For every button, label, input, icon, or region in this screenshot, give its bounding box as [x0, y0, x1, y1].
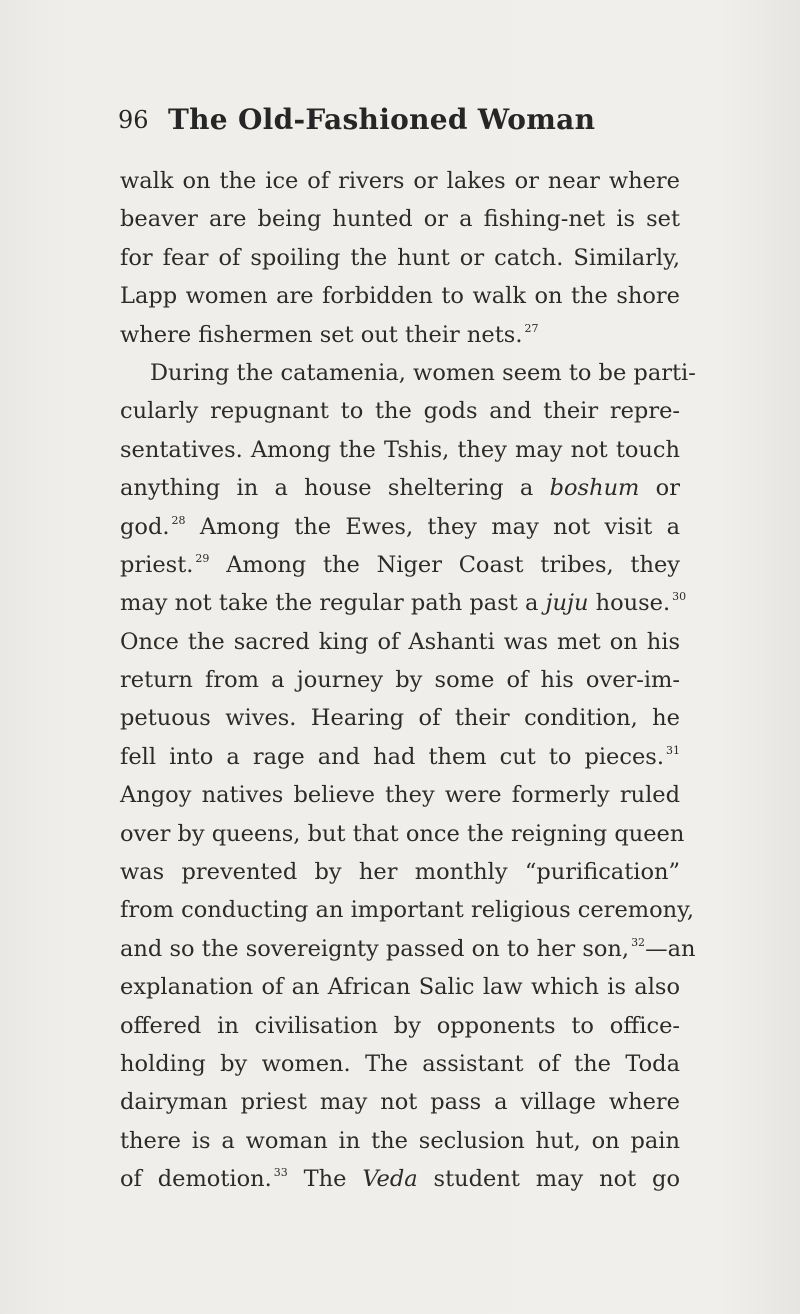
text-segment: Angoy natives believe they were formerly ruled: [120, 782, 680, 809]
text-line: [120, 891, 695, 929]
text-line: [120, 968, 680, 1006]
text-segment: Lapp women are forbidden to walk on the shore: [120, 283, 680, 310]
footnote-marker: 28: [171, 513, 186, 527]
text-line: [120, 661, 680, 699]
text-segment: The: [287, 1166, 363, 1193]
text-segment: walk on the ice of rivers or lakes or near where: [120, 168, 680, 194]
text-segment: may not take the regular path past a: [120, 590, 546, 617]
text-segment: holding by women. The assistant of the Toda: [120, 1050, 680, 1077]
text-line: [120, 930, 696, 968]
text-line: [120, 1122, 680, 1160]
text-line: [120, 316, 680, 354]
text-segment: sentatives. Among the Tshis, they may not touch: [120, 436, 680, 463]
text-segment: —an: [645, 935, 696, 962]
text-segment: anything in a house sheltering a: [120, 475, 550, 502]
text-segment: where fishermen set out their nets.: [120, 321, 523, 348]
page-header: [118, 103, 678, 143]
text-segment: and so the sovereignty passed on to her son,: [120, 935, 630, 962]
text-segment: petuous wives. Hearing of their condition, he: [120, 705, 680, 732]
footnote-marker: 33: [273, 1166, 288, 1180]
text-segment: fell into a rage and had them cut to pieces.: [120, 743, 664, 770]
text-segment: cularly repugnant to the gods and their repre-: [120, 398, 680, 425]
text-segment: Once the sacred king of Ashanti was met on his: [120, 628, 680, 655]
text-line: [120, 546, 680, 584]
footnote-marker: 32: [631, 935, 646, 949]
text-segment: Among the Ewes, they may not visit a: [185, 513, 680, 540]
text-segment: offered in civilisation by opponents to office-: [120, 1012, 680, 1039]
footnote-marker: 30: [672, 590, 687, 604]
text-line: [120, 392, 680, 430]
footnote-marker: 31: [666, 743, 680, 757]
text-segment: dairyman priest may not pass a village where: [120, 1089, 680, 1116]
text-line: [120, 699, 680, 737]
italic-term: boshum: [549, 475, 640, 502]
italic-term: juju: [545, 590, 589, 617]
text-line: [120, 738, 680, 776]
text-segment: god.: [120, 513, 170, 540]
text-segment: over by queens, but that once the reigning queen: [120, 820, 685, 847]
footnote-marker: 29: [195, 551, 210, 565]
text-line: [120, 776, 680, 814]
text-line: [120, 1160, 680, 1198]
text-line: [120, 508, 680, 546]
text-segment: of demotion.: [120, 1166, 272, 1193]
text-line: [120, 469, 680, 507]
text-line: [120, 277, 680, 315]
italic-term: Veda: [362, 1166, 418, 1193]
text-segment: student may not go: [417, 1166, 680, 1193]
text-segment: was prevented by her monthly “purification”: [120, 859, 680, 886]
text-line: [120, 815, 685, 853]
text-segment: there is a woman in the seclusion hut, on pain: [120, 1127, 680, 1154]
text-line: [120, 239, 680, 277]
text-segment: Among the Niger Coast tribes, they: [209, 551, 680, 578]
body-text: [120, 162, 696, 1199]
text-line: [120, 431, 680, 469]
text-segment: from conducting an important religious ceremony,: [120, 897, 695, 924]
text-line: [120, 1045, 680, 1083]
text-line: [120, 354, 696, 392]
text-segment: priest.: [120, 551, 194, 578]
text-line: [120, 162, 680, 200]
text-segment: house.: [588, 590, 671, 617]
footnote-marker: 27: [524, 321, 539, 335]
text-line: [120, 623, 680, 661]
text-line: [120, 200, 680, 238]
text-line: [120, 584, 687, 622]
page-number: 96: [118, 106, 149, 134]
text-segment: beaver are being hunted or a fishing-net is set: [120, 206, 680, 233]
text-line: [120, 1007, 680, 1045]
text-line: [120, 853, 680, 891]
text-segment: return from a journey by some of his over-im-: [120, 667, 680, 694]
text-segment: explanation of an African Salic law which is also: [120, 974, 680, 1001]
text-line: [120, 1083, 680, 1121]
text-segment: or: [639, 475, 680, 502]
text-segment: for fear of spoiling the hunt or catch. Similarly,: [120, 244, 680, 271]
text-segment: During the catamenia, women seem to be parti-: [150, 359, 696, 386]
running-title: The Old-Fashioned Woman: [168, 103, 596, 136]
